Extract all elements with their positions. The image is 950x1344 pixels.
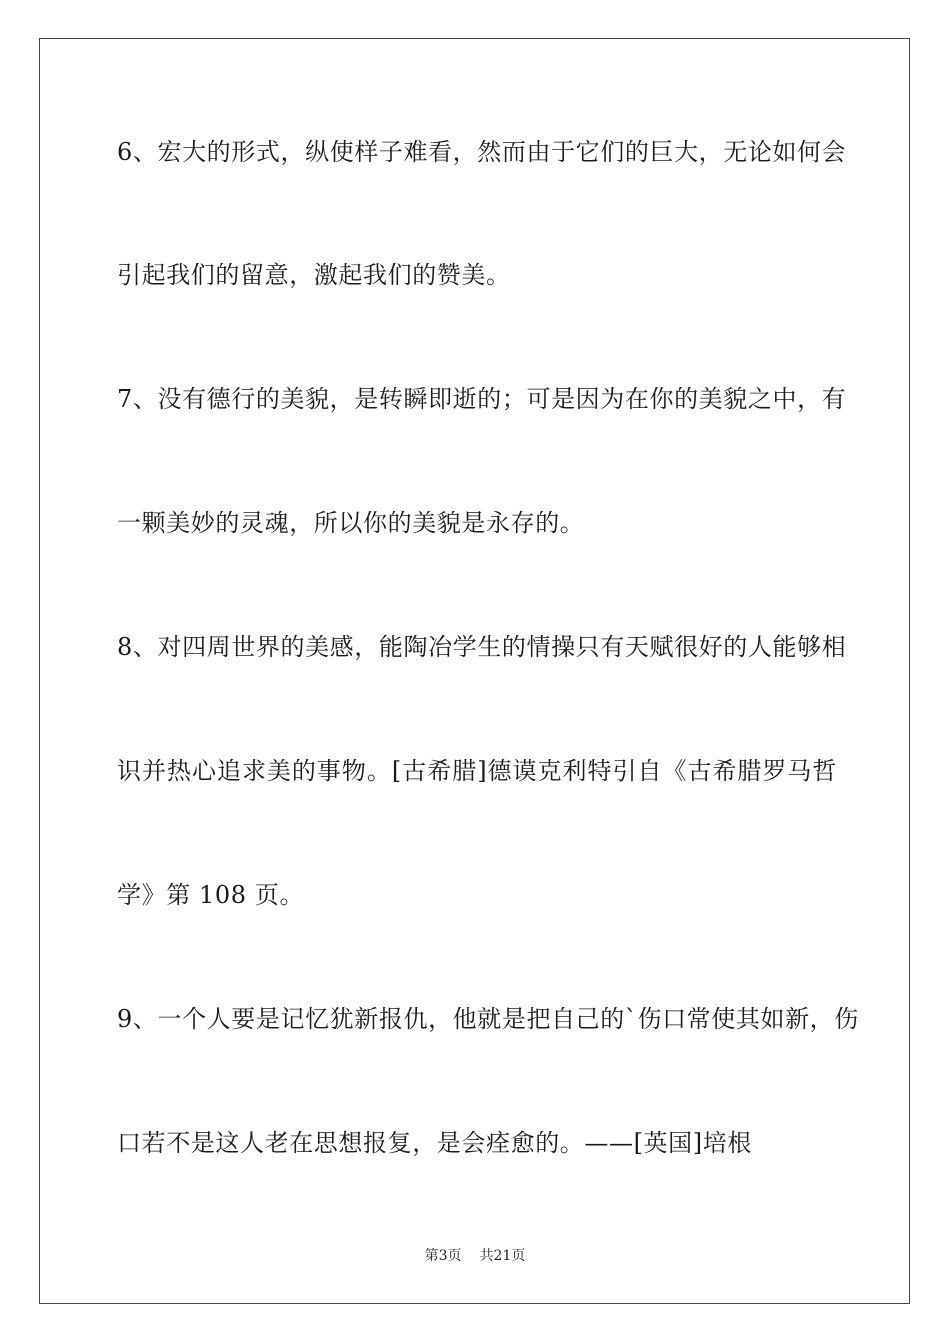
- paragraph-8-line-2: 识并热心追求美的事物。[古希腊]德谟克利特引自《古希腊罗马哲: [117, 757, 837, 785]
- page-number: 第3页: [424, 1248, 462, 1264]
- paragraph-8-line-3: 学》第 108 页。: [117, 881, 305, 909]
- paragraph-6-line-2: 引起我们的留意，激起我们的赞美。: [117, 261, 511, 289]
- paragraph-9-line-2: 口若不是这人老在思想报复，是会痊愈的。——[英国]培根: [117, 1129, 752, 1157]
- paragraph-8-line-1: 8、对四周世界的美感，能陶冶学生的情操只有天赋很好的人能够相: [117, 633, 847, 661]
- page-border: [39, 38, 910, 1304]
- page-footer: [0, 1247, 950, 1265]
- page-total: 共21页: [479, 1248, 526, 1264]
- paragraph-7-line-1: 7、没有德行的美貌，是转瞬即逝的；可是因为在你的美貌之中，有: [117, 385, 847, 413]
- paragraph-7-line-2: 一颗美妙的灵魂，所以你的美貌是永存的。: [117, 509, 585, 537]
- paragraph-6-line-1: 6、宏大的形式，纵使样子难看，然而由于它们的巨大，无论如何会: [117, 138, 847, 166]
- paragraph-9-line-1: 9、一个人要是记忆犹新报仇，他就是把自己的`伤口常使其如新，伤: [117, 1005, 859, 1033]
